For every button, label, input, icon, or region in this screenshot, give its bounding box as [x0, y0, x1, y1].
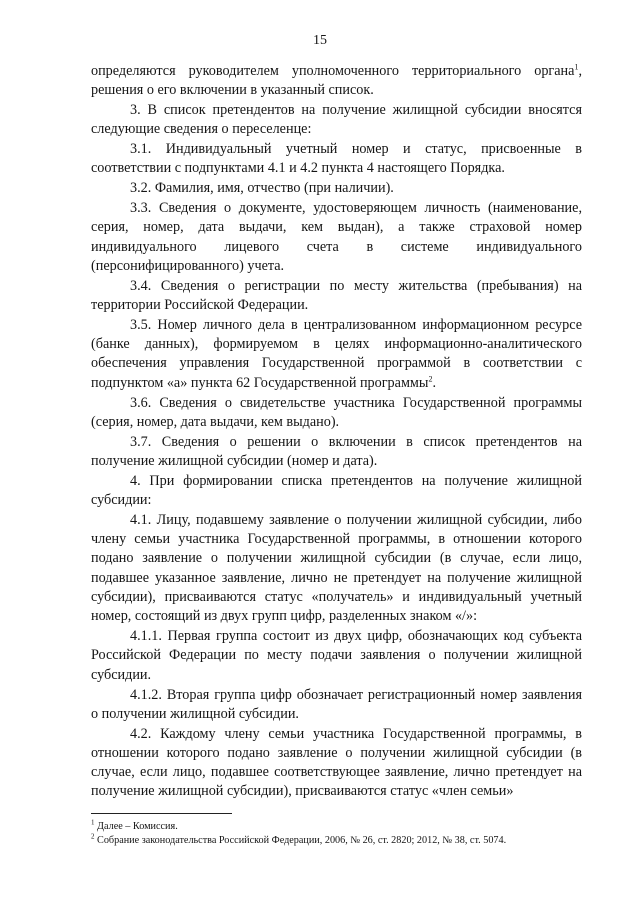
footnote-ref-2: 2	[428, 374, 433, 384]
paragraph-4-1-1: 4.1.1. Первая группа состоит из двух цифр, обозначающих код субъекта Российской Федерации по месту подачи заявления о получении жилищной субсидии.	[91, 628, 582, 683]
footnote-mark-1: 1	[91, 818, 95, 827]
footnote-ref-1: 1	[574, 62, 579, 72]
paragraph-3-1: 3.1. Индивидуальный учетный номер и статус, присвоенные в соответствии с подпунктами 4.1 и 4.2 пункта 4 настоящего Порядка.	[91, 141, 582, 177]
footnote-mark-2: 2	[91, 832, 95, 841]
paragraph-3-3: 3.3. Сведения о документе, удостоверяющем личность (наименование, серия, номер, дата выдачи, кем выдан), а также страховой номер индивидуального лицевого счета в системе индивидуального (персонифицированного) учета.	[91, 200, 582, 274]
paragraph-4-1-2: 4.1.2. Вторая группа цифр обозначает регистрационный номер заявления о получении жилищной субсидии.	[91, 686, 582, 722]
paragraph-3: 3. В список претендентов на получение жилищной субсидии вносятся следующие сведения о переселенце:	[91, 102, 582, 138]
paragraph-4-2: 4.2. Каждому члену семьи участника Государственной программы, в отношении которого подано заявление о получении жилищной субсидии (в случае, если лицо, подавшее соответствующее заявление, лично претендует на получение жилищной субсидии), присваиваются статус «член семьи»	[91, 725, 582, 800]
paragraph-3-2: 3.2. Фамилия, имя, отчество (при наличии).	[130, 180, 394, 197]
document-body	[91, 62, 582, 802]
paragraph-3-5: 3.5. Номер личного дела в централизованном информационном ресурсе (банке данных), формируемом в целях информационно-аналитического обеспечения управления Государственной программой в соответствии с подпунктом «а» пункта 62 Государственной программы$^2$.	[91, 316, 582, 391]
paragraph-4: 4. При формировании списка претендентов на получение жилищной субсидии:	[91, 472, 582, 509]
footnote-2: $^2$ Собрание законодательства Российской Федерации, 2006, № 26, ст. 2820; 2012, № 38, ст. 5074.	[91, 832, 507, 846]
paragraph-continuation: определяются руководителем уполномоченного территориального органа$^1$, решения о его включении в указанный список.	[91, 62, 582, 99]
footnote-divider	[91, 813, 232, 814]
paragraph-4-1: 4.1. Лицу, подавшему заявление о получении жилищной субсидии, либо члену семьи участника Государственной программы, в отношении которого подано заявление о получении жилищной субсидии (в случае, если лицо, подавшее указанное заявление, лично не претендует на получение жилищной субсидии), присваиваются статус «получатель» и индивидуальный учетный номер, состоящий из двух групп цифр, разделенных знаком «/»:	[91, 511, 582, 625]
page-number: 15	[313, 33, 327, 48]
footnote-1: $^1$ Далее – Комиссия.	[91, 818, 178, 832]
footnotes	[91, 820, 582, 848]
paragraph-3-4: 3.4. Сведения о регистрации по месту жительства (пребывания) на территории Российской Федерации.	[91, 277, 582, 314]
paragraph-3-7: 3.7. Сведения о решении о включении в список претендентов на получение жилищной субсидии (номер и дата).	[91, 433, 582, 469]
paragraph-3-6: 3.6. Сведения о свидетельстве участника Государственной программы (серия, номер, дата выдачи, кем выдано).	[91, 394, 582, 430]
